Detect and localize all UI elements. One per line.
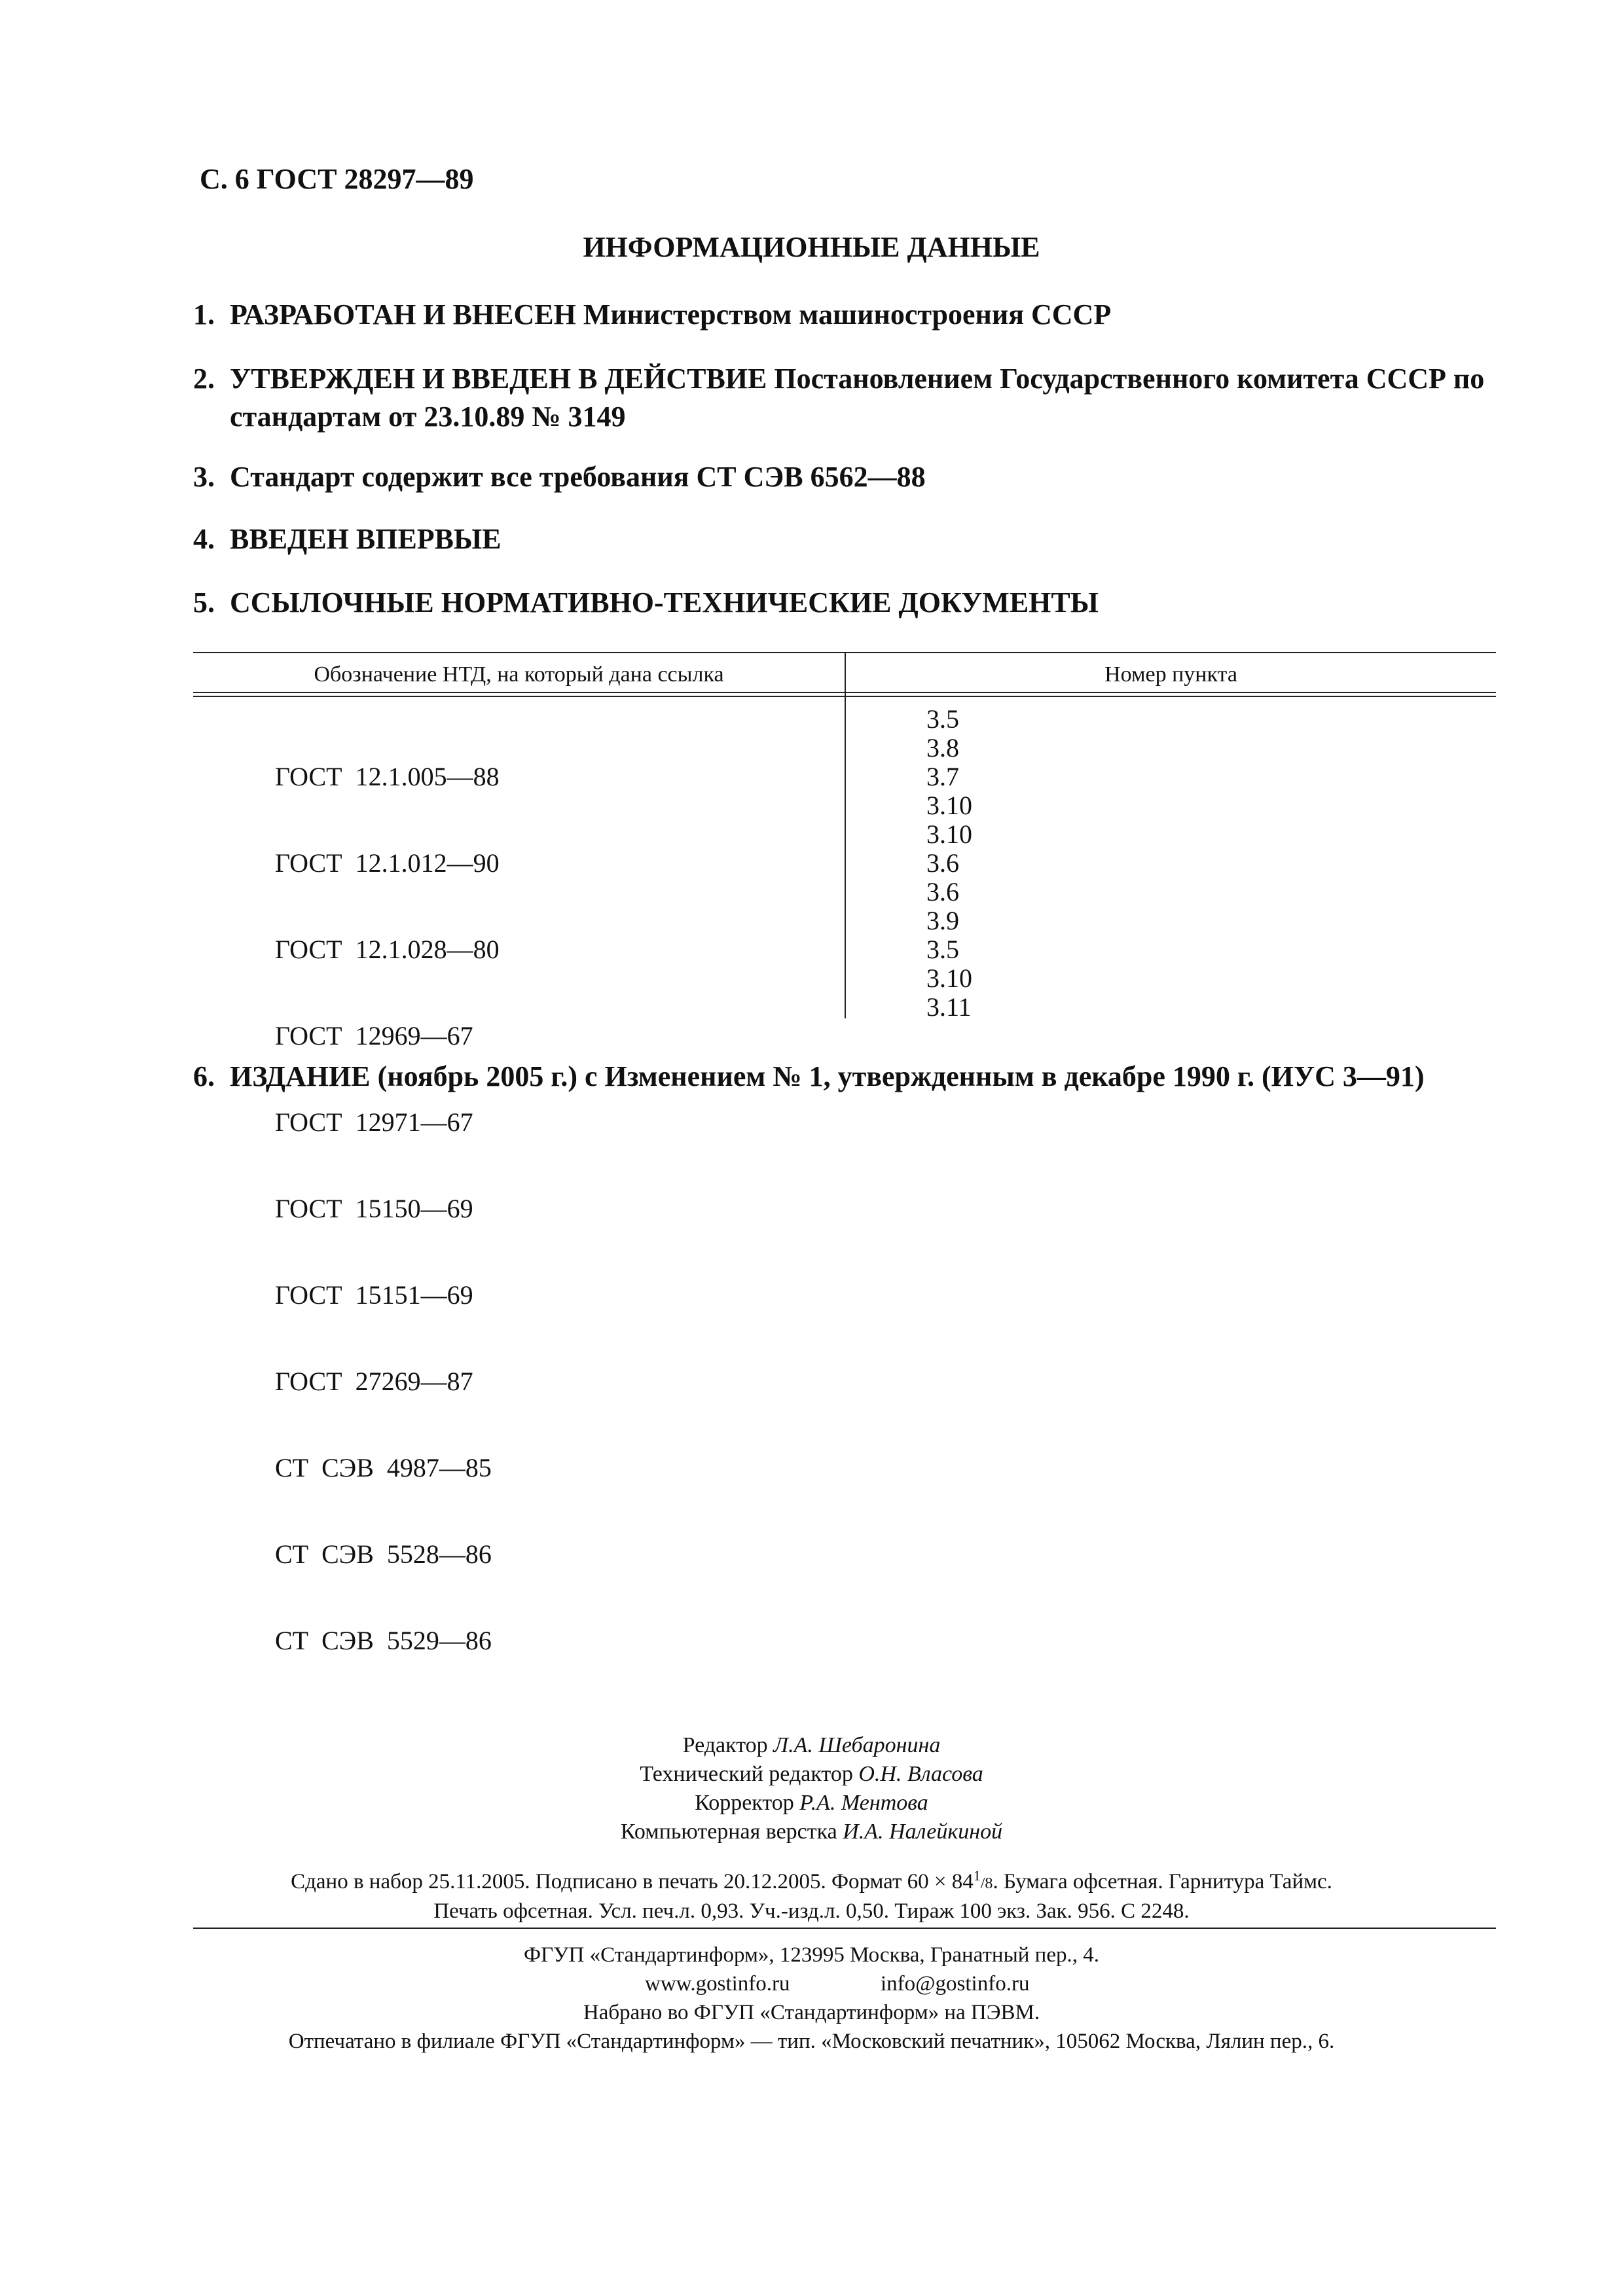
credits-block	[0, 1731, 1623, 1846]
credit-editor	[0, 1731, 1623, 1760]
table-cell-clause: 3.11	[926, 992, 972, 1022]
item-number: 4.	[193, 523, 215, 555]
imprint-block	[0, 1862, 1623, 1925]
table-cell-doc: ГОСТ 27269—87	[275, 1367, 473, 1396]
info-item-2	[193, 360, 1533, 436]
table-cell-doc: СТ СЭВ 5528—86	[275, 1539, 492, 1569]
table-cell-clause: 3.10	[926, 963, 972, 993]
credit-role: Редактор	[682, 1733, 768, 1757]
table-header-rule	[193, 692, 1496, 693]
table-cell-doc: СТ СЭВ 4987—85	[275, 1453, 492, 1482]
item-number: 1.	[193, 298, 215, 331]
credit-role: Компьютерная верстка	[620, 1820, 837, 1844]
table-cell-doc: ГОСТ 15150—69	[275, 1194, 473, 1223]
item-text: ВВЕДЕН ВПЕРВЫЕ	[230, 523, 501, 555]
item-text: РАЗРАБОТАН И ВНЕСЕН Министерством машиностроения СССР	[230, 298, 1112, 331]
imprint-line-2: Печать офсетная. Усл. печ.л. 0,93. Уч.-изд.л. 0,50. Тираж 100 экз. Зак. 956. С 2248.	[433, 1899, 1190, 1923]
table-header-clause: Номер пункта	[1104, 662, 1237, 687]
publisher-email: info@gostinfo.ru	[881, 1972, 1030, 1996]
table-cell-clause: 3.7	[926, 762, 959, 791]
publisher-website: www.gostinfo.ru	[645, 1972, 790, 1996]
imprint-line-1	[0, 1862, 1623, 1897]
table-cell-doc: ГОСТ 12969—67	[275, 1021, 473, 1050]
credit-name: Р.А. Ментова	[799, 1791, 928, 1815]
credit-tech-editor	[0, 1760, 1623, 1789]
item-text: ИЗДАНИЕ (ноябрь 2005 г.) с Изменением № 1, утвержденным в декабре 1990 г. (ИУС 3—91)	[230, 1060, 1425, 1092]
imprint-text: Сдано в набор 25.11.2005. Подписано в печать 20.12.2005. Формат 60 × 84	[291, 1870, 974, 1893]
credit-name: О.Н. Власова	[858, 1762, 983, 1786]
format-superscript: 1	[973, 1867, 981, 1884]
table-header-doc: Обозначение НТД, на который дана ссылка	[314, 662, 724, 687]
table-cell-doc: ГОСТ 12.1.012—90	[275, 848, 500, 878]
table-cell-doc: ГОСТ 12.1.028—80	[275, 935, 500, 964]
running-head: С. 6 ГОСТ 28297—89	[200, 163, 474, 195]
publisher-line-1: ФГУП «Стандартинформ», 123995 Москва, Гранатный пер., 4.	[524, 1943, 1099, 1967]
credit-role: Корректор	[695, 1791, 794, 1815]
item-text: ССЫЛОЧНЫЕ НОРМАТИВНО-ТЕХНИЧЕСКИЕ ДОКУМЕНТЫ	[230, 586, 1099, 619]
format-fraction: /8	[980, 1875, 993, 1892]
table-cell-clause: 3.9	[926, 906, 959, 935]
table-column-divider	[845, 652, 846, 1018]
credit-layout	[0, 1818, 1623, 1846]
table-cell-clause: 3.5	[926, 935, 959, 964]
item-number: 2.	[193, 363, 215, 395]
info-item-3	[193, 458, 926, 496]
item-number: 6.	[193, 1060, 215, 1092]
table-cell-doc: ГОСТ 12.1.005—88	[275, 762, 500, 791]
table-cell-clause: 3.5	[926, 704, 959, 734]
table-header-rule-double	[193, 696, 1496, 697]
item-number: 3.	[193, 461, 215, 493]
info-item-4	[193, 520, 501, 558]
credit-name: Л.А. Шебаронина	[773, 1733, 941, 1757]
credit-role: Технический редактор	[640, 1762, 853, 1786]
publisher-line-4: Отпечатано в филиале ФГУП «Стандартинформ» — тип. «Московский печатник», 105062 Москва, Лялин пер., 6.	[288, 2030, 1335, 2053]
table-cell-doc: ГОСТ 12971—67	[275, 1107, 473, 1137]
table-doc-column	[275, 705, 500, 1713]
table-cell-clause: 3.6	[926, 877, 959, 906]
info-item-6	[193, 1058, 1425, 1096]
table-cell-clause: 3.6	[926, 848, 959, 878]
page-title: ИНФОРМАЦИОННЫЕ ДАННЫЕ	[583, 231, 1040, 263]
table-clause-column	[926, 705, 972, 1022]
imprint-text: . Бумага офсетная. Гарнитура Таймс.	[993, 1870, 1332, 1893]
credit-proofreader	[0, 1789, 1623, 1818]
info-item-1	[193, 296, 1111, 334]
table-cell-clause: 3.8	[926, 733, 959, 762]
item-number: 5.	[193, 586, 215, 619]
item-text: Стандарт содержит все требования СТ СЭВ 6562—88	[230, 461, 926, 493]
table-cell-clause: 3.10	[926, 819, 972, 849]
publisher-line-3: Набрано во ФГУП «Стандартинформ» на ПЭВМ.	[583, 2001, 1040, 2024]
credit-name: И.А. Налейкиной	[843, 1820, 1003, 1844]
info-item-5	[193, 584, 1099, 622]
item-text: УТВЕРЖДЕН И ВВЕДЕН В ДЕЙСТВИЕ Постановлением Государственного комитета СССР по стандартам от 23.10.89 № 3149	[230, 363, 1485, 433]
table-cell-clause: 3.10	[926, 791, 972, 820]
table-cell-doc: СТ СЭВ 5529—86	[275, 1626, 492, 1655]
table-cell-doc: ГОСТ 15151—69	[275, 1280, 473, 1310]
footer-rule	[193, 1928, 1496, 1929]
